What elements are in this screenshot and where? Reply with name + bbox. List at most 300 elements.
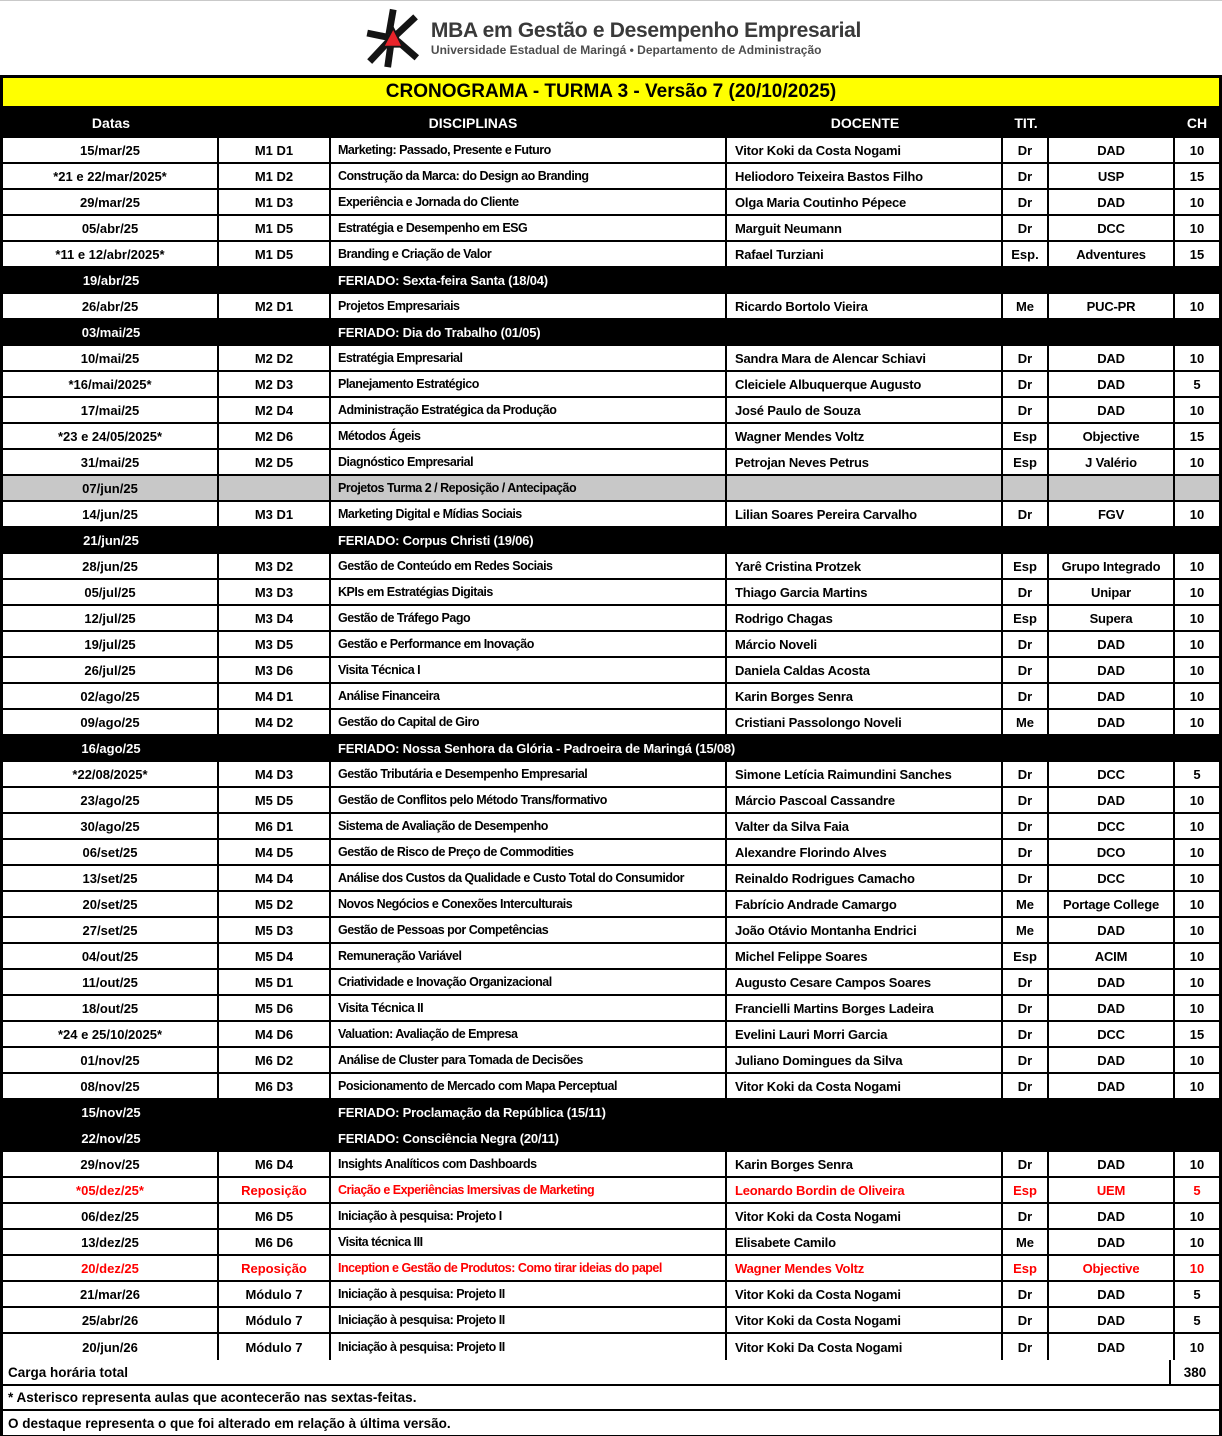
docente-cell (727, 476, 1003, 500)
table-row (3, 580, 1219, 606)
institution-cell: Objective (1049, 1256, 1175, 1280)
ch-cell: 10 (1189, 194, 1205, 210)
holiday-label: FERIADO: Sexta-feira Santa (18/04) (338, 272, 548, 288)
ch-cell: 10 (1189, 948, 1205, 964)
institution-cell: DAD (1049, 1074, 1175, 1098)
date-cell: 11/out/25 (3, 970, 219, 994)
discipline-cell: Iniciação à pesquisa: Projeto II (331, 1334, 727, 1360)
module-cell: M5 D4 (219, 944, 331, 968)
table-row (3, 1152, 1219, 1178)
module-cell (219, 476, 331, 500)
date-cell: 09/ago/25 (3, 710, 219, 734)
discipline-cell: Criação e Experiências Imersivas de Marketing (331, 1178, 727, 1202)
schedule-table (0, 75, 1222, 1436)
date-cell: 08/nov/25 (3, 1074, 219, 1098)
table-row (3, 684, 1219, 710)
table-row (3, 216, 1219, 242)
discipline-cell: Gestão de Pessoas por Competências (331, 918, 727, 942)
table-row (3, 398, 1219, 424)
institution-cell: DAD (1049, 996, 1175, 1020)
date-cell: 29/mar/25 (3, 190, 219, 214)
institution-cell: Supera (1049, 606, 1175, 630)
docente-cell: Vitor Koki da Costa Nogami (727, 1204, 1003, 1228)
module-cell: M1 D3 (219, 190, 331, 214)
docente-cell: Vitor Koki da Costa Nogami (727, 1308, 1003, 1332)
module-cell: M4 D1 (219, 684, 331, 708)
institution-cell: DAD (1049, 684, 1175, 708)
institution-cell: DCC (1049, 814, 1175, 838)
discipline-cell: Gestão de Risco de Preço de Commodities (331, 840, 727, 864)
discipline-cell: Marketing Digital e Mídias Sociais (331, 502, 727, 526)
module-cell: M2 D5 (219, 450, 331, 474)
tit-cell: Dr (1003, 684, 1049, 708)
ch-cell: 10 (1189, 402, 1205, 418)
institution-cell: DAD (1049, 788, 1175, 812)
date-cell: 04/out/25 (3, 944, 219, 968)
note-destaque: O destaque representa o que foi alterado em relação à última versão. (8, 1415, 451, 1431)
docente-cell: Cristiani Passolongo Noveli (727, 710, 1003, 734)
module-cell: M6 D1 (219, 814, 331, 838)
table-row (3, 658, 1219, 684)
date-cell: 15/mar/25 (3, 138, 219, 162)
ch-cell: 10 (1189, 870, 1205, 886)
discipline-cell: Posicionamento de Mercado com Mapa Perceptual (331, 1074, 727, 1098)
discipline-cell: Gestão de Conflitos pelo Método Trans/formativo (331, 788, 727, 812)
date-cell: 10/mai/25 (3, 346, 219, 370)
discipline-cell: Experiência e Jornada do Cliente (331, 190, 727, 214)
discipline-cell: Gestão e Performance em Inovação (331, 632, 727, 656)
date-cell: 13/dez/25 (3, 1230, 219, 1254)
discipline-cell: Inception e Gestão de Produtos: Como tirar ideias do papel (331, 1256, 727, 1280)
discipline-cell: Diagnóstico Empresarial (331, 450, 727, 474)
ch-cell: 15 (1189, 428, 1205, 444)
header-disciplinas: DISCIPLINAS (428, 115, 518, 131)
holiday-row (3, 1100, 1219, 1126)
date-cell: *16/mai/2025* (3, 372, 219, 396)
ch-cell: 10 (1189, 818, 1205, 834)
discipline-cell: Gestão do Capital de Giro (331, 710, 727, 734)
module-cell: M6 D4 (219, 1152, 331, 1176)
date-cell: 28/jun/25 (3, 554, 219, 578)
table-row (3, 1178, 1219, 1204)
docente-cell: Petrojan Neves Petrus (727, 450, 1003, 474)
table-row (3, 1230, 1219, 1256)
ch-cell: 10 (1189, 974, 1205, 990)
table-row (3, 190, 1219, 216)
table-row (3, 1256, 1219, 1282)
institution-cell: DCC (1049, 866, 1175, 890)
date-cell: *23 e 24/05/2025* (3, 424, 219, 448)
docente-cell: Sandra Mara de Alencar Schiavi (727, 346, 1003, 370)
ch-cell: 5 (1193, 376, 1201, 392)
module-cell: M4 D2 (219, 710, 331, 734)
holiday-row (3, 268, 1219, 294)
ch-cell: 10 (1189, 688, 1205, 704)
docente-cell: Daniela Caldas Acosta (727, 658, 1003, 682)
date-cell: 30/ago/25 (3, 814, 219, 838)
tit-cell: Dr (1003, 1204, 1049, 1228)
holiday-row (3, 320, 1219, 346)
discipline-cell: Insights Analíticos com Dashboards (331, 1152, 727, 1176)
docente-cell: Simone Letícia Raimundini Sanches (727, 762, 1003, 786)
discipline-cell: Marketing: Passado, Presente e Futuro (331, 138, 727, 162)
institution-cell: DAD (1049, 346, 1175, 370)
date-cell: 20/dez/25 (3, 1256, 219, 1280)
ch-cell: 10 (1189, 896, 1205, 912)
discipline-cell: Sistema de Avaliação de Desempenho (331, 814, 727, 838)
tit-cell: Dr (1003, 788, 1049, 812)
note-asterisk: * Asterisco representa aulas que acontecerão nas sextas-feitas. (3, 1386, 1219, 1411)
ch-cell: 10 (1189, 662, 1205, 678)
date-cell: *05/dez/25* (3, 1178, 219, 1202)
holiday-label: FERIADO: Dia do Trabalho (01/05) (338, 324, 541, 340)
tit-cell: Dr (1003, 970, 1049, 994)
docente-cell: Fabrício Andrade Camargo (727, 892, 1003, 916)
docente-cell: Vitor Koki da Costa Nogami (727, 138, 1003, 162)
discipline-cell: Estratégia e Desempenho em ESG (331, 216, 727, 240)
docente-cell: Karin Borges Senra (727, 684, 1003, 708)
module-cell: M2 D1 (219, 294, 331, 318)
table-row (3, 242, 1219, 268)
ch-cell: 10 (1189, 558, 1205, 574)
date-cell: *11 e 12/abr/2025* (3, 242, 219, 266)
institution-cell: DAD (1049, 632, 1175, 656)
docente-cell: Vitor Koki da Costa Nogami (727, 1074, 1003, 1098)
table-row (3, 138, 1219, 164)
table-row (3, 1308, 1219, 1334)
discipline-cell: Administração Estratégica da Produção (331, 398, 727, 422)
total-hours-label: Carga horária total (8, 1364, 129, 1380)
discipline-cell: Iniciação à pesquisa: Projeto I (331, 1204, 727, 1228)
docente-cell: Marguit Neumann (727, 216, 1003, 240)
discipline-cell: Visita Técnica I (331, 658, 727, 682)
holiday-label: FERIADO: Nossa Senhora da Glória - Padroeira de Maringá (15/08) (338, 740, 736, 756)
discipline-cell: Remuneração Variável (331, 944, 727, 968)
institution-cell: Grupo Integrado (1049, 554, 1175, 578)
module-cell: M1 D5 (219, 242, 331, 266)
module-cell: Reposição (219, 1178, 331, 1202)
module-cell: M4 D4 (219, 866, 331, 890)
ch-cell: 10 (1189, 922, 1205, 938)
discipline-cell: Branding e Criação de Valor (331, 242, 727, 266)
module-cell: M6 D6 (219, 1230, 331, 1254)
table-row (3, 164, 1219, 190)
module-cell: Módulo 7 (219, 1282, 331, 1306)
tit-cell: Dr (1003, 190, 1049, 214)
table-body (3, 138, 1219, 1360)
ch-cell: 5 (1193, 1182, 1201, 1198)
date-cell: 06/dez/25 (3, 1204, 219, 1228)
tit-cell: Dr (1003, 1308, 1049, 1332)
discipline-cell: Projetos Turma 2 / Reposição / Antecipação (331, 476, 727, 500)
docente-cell: José Paulo de Souza (727, 398, 1003, 422)
ch-cell: 5 (1193, 766, 1201, 782)
table-row (3, 502, 1219, 528)
tit-cell: Dr (1003, 372, 1049, 396)
module-cell: M2 D2 (219, 346, 331, 370)
date-cell: 05/abr/25 (3, 216, 219, 240)
module-cell: Módulo 7 (219, 1334, 331, 1360)
docente-cell: Ricardo Bortolo Vieira (727, 294, 1003, 318)
tit-cell: Dr (1003, 346, 1049, 370)
table-row (3, 554, 1219, 580)
docente-cell: Wagner Mendes Voltz (727, 424, 1003, 448)
tit-cell: Me (1003, 710, 1049, 734)
module-cell: M4 D6 (219, 1022, 331, 1046)
docente-cell: Francielli Martins Borges Ladeira (727, 996, 1003, 1020)
institution-cell: DAD (1049, 138, 1175, 162)
holiday-label: FERIADO: Corpus Christi (19/06) (338, 532, 534, 548)
tit-cell: Me (1003, 1230, 1049, 1254)
ch-cell: 5 (1193, 1286, 1201, 1302)
docente-cell: Elisabete Camilo (727, 1230, 1003, 1254)
docente-cell: Leonardo Bordin de Oliveira (727, 1178, 1003, 1202)
discipline-cell: Visita Técnica II (331, 996, 727, 1020)
table-row (3, 372, 1219, 398)
tit-cell: Dr (1003, 580, 1049, 604)
date-cell: 01/nov/25 (3, 1048, 219, 1072)
ch-cell: 10 (1189, 454, 1205, 470)
docente-cell: Thiago Garcia Martins (727, 580, 1003, 604)
module-cell: M3 D3 (219, 580, 331, 604)
ch-cell: 10 (1189, 792, 1205, 808)
ch-cell: 15 (1189, 168, 1205, 184)
logo-text (431, 19, 861, 56)
special-row (3, 476, 1219, 502)
tit-cell: Esp (1003, 450, 1049, 474)
ch-cell: 10 (1189, 584, 1205, 600)
tit-cell: Dr (1003, 762, 1049, 786)
ch-cell: 10 (1189, 610, 1205, 626)
discipline-cell: Análise dos Custos da Qualidade e Custo Total do Consumidor (331, 866, 727, 890)
table-row (3, 606, 1219, 632)
uem-logo-icon (361, 4, 423, 72)
table-row (3, 710, 1219, 736)
institution-cell: Objective (1049, 424, 1175, 448)
institution-cell: DAD (1049, 1204, 1175, 1228)
institution-cell: DAD (1049, 658, 1175, 682)
module-cell: M5 D1 (219, 970, 331, 994)
date-cell: *22/08/2025* (3, 762, 219, 786)
table-row (3, 294, 1219, 320)
module-cell: M4 D5 (219, 840, 331, 864)
holiday-label: FERIADO: Consciência Negra (20/11) (338, 1130, 559, 1146)
module-cell: M4 D3 (219, 762, 331, 786)
ch-cell: 10 (1189, 1260, 1205, 1276)
institution-cell: DAD (1049, 1308, 1175, 1332)
table-row (3, 450, 1219, 476)
ch-cell: 10 (1189, 1052, 1205, 1068)
date-cell: 21/jun/25 (83, 532, 139, 548)
table-row (3, 814, 1219, 840)
ch-cell: 10 (1189, 636, 1205, 652)
date-cell: 19/abr/25 (82, 272, 140, 288)
ch-cell: 10 (1189, 714, 1205, 730)
ch-cell: 15 (1189, 1026, 1205, 1042)
discipline-cell: Projetos Empresariais (331, 294, 727, 318)
discipline-cell: Métodos Ágeis (331, 424, 727, 448)
total-hours-row (3, 1360, 1219, 1386)
date-cell: 14/jun/25 (3, 502, 219, 526)
module-cell: M3 D4 (219, 606, 331, 630)
discipline-cell: Estratégia Empresarial (331, 346, 727, 370)
tit-cell: Esp (1003, 1178, 1049, 1202)
date-cell: 25/abr/26 (3, 1308, 219, 1332)
discipline-cell: Novos Negócios e Conexões Interculturais (331, 892, 727, 916)
docente-cell: Lilian Soares Pereira Carvalho (727, 502, 1003, 526)
tit-cell: Dr (1003, 398, 1049, 422)
institution-cell: DAD (1049, 1048, 1175, 1072)
tit-cell: Dr (1003, 658, 1049, 682)
tit-cell: Dr (1003, 632, 1049, 656)
date-cell: 21/mar/26 (3, 1282, 219, 1306)
module-cell: M5 D6 (219, 996, 331, 1020)
page-title: CRONOGRAMA - TURMA 3 - Versão 7 (20/10/2025) (385, 81, 837, 102)
institution-cell: DAD (1049, 1152, 1175, 1176)
module-cell: M1 D2 (219, 164, 331, 188)
institution-cell: DCC (1049, 216, 1175, 240)
docente-cell: Augusto Cesare Campos Soares (727, 970, 1003, 994)
tit-cell: Dr (1003, 216, 1049, 240)
discipline-cell: KPIs em Estratégias Digitais (331, 580, 727, 604)
institution-cell (1049, 476, 1175, 500)
institution-cell: PUC-PR (1049, 294, 1175, 318)
discipline-cell: Construção da Marca: do Design ao Branding (331, 164, 727, 188)
institution-cell: FGV (1049, 502, 1175, 526)
module-cell: M2 D3 (219, 372, 331, 396)
date-cell: 06/set/25 (3, 840, 219, 864)
module-cell: M3 D2 (219, 554, 331, 578)
tit-cell: Dr (1003, 866, 1049, 890)
institution-cell: DAD (1049, 1230, 1175, 1254)
tit-cell: Dr (1003, 1282, 1049, 1306)
ch-cell: 10 (1189, 298, 1205, 314)
ch-cell: 10 (1189, 220, 1205, 236)
institution-cell: USP (1049, 164, 1175, 188)
docente-cell: João Otávio Montanha Endrici (727, 918, 1003, 942)
program-title: MBA em Gestão e Desempenho Empresarial (430, 19, 862, 43)
docente-cell: Vitor Koki da Costa Nogami (727, 1282, 1003, 1306)
table-row (3, 1334, 1219, 1360)
table-row (3, 632, 1219, 658)
header-docente: DOCENTE (830, 115, 900, 131)
docente-cell: Wagner Mendes Voltz (727, 1256, 1003, 1280)
tit-cell: Dr (1003, 1074, 1049, 1098)
tit-cell: Esp. (1003, 242, 1049, 266)
module-cell: M5 D5 (219, 788, 331, 812)
tit-cell: Esp (1003, 944, 1049, 968)
institution-cell: Unipar (1049, 580, 1175, 604)
discipline-cell: Gestão Tributária e Desempenho Empresarial (331, 762, 727, 786)
docente-cell: Heliodoro Teixeira Bastos Filho (727, 164, 1003, 188)
discipline-cell: Valuation: Avaliação de Empresa (331, 1022, 727, 1046)
docente-cell: Alexandre Florindo Alves (727, 840, 1003, 864)
date-cell: 12/jul/25 (3, 606, 219, 630)
ch-cell: 10 (1189, 506, 1205, 522)
docente-cell: Juliano Domingues da Silva (727, 1048, 1003, 1072)
tit-cell: Me (1003, 918, 1049, 942)
institution-cell: DCC (1049, 1022, 1175, 1046)
header-datas: Datas (91, 115, 131, 131)
table-row (3, 1204, 1219, 1230)
holiday-label: FERIADO: Proclamação da República (15/11) (338, 1104, 606, 1120)
tit-cell: Dr (1003, 840, 1049, 864)
holiday-row (3, 1126, 1219, 1152)
docente-cell: Márcio Noveli (727, 632, 1003, 656)
tit-cell: Esp (1003, 424, 1049, 448)
date-cell: 07/jun/25 (3, 476, 219, 500)
tit-cell: Esp (1003, 1256, 1049, 1280)
table-row (3, 424, 1219, 450)
table-row (3, 892, 1219, 918)
tit-cell (1003, 476, 1049, 500)
docente-cell: Michel Felippe Soares (727, 944, 1003, 968)
date-cell: 05/jul/25 (3, 580, 219, 604)
module-cell: M6 D3 (219, 1074, 331, 1098)
date-cell: 26/jul/25 (3, 658, 219, 682)
discipline-cell: Gestão de Conteúdo em Redes Sociais (331, 554, 727, 578)
module-cell: Reposição (219, 1256, 331, 1280)
total-hours-value: 380 (1169, 1360, 1219, 1384)
tit-cell: Dr (1003, 996, 1049, 1020)
date-cell: 20/jun/26 (3, 1334, 219, 1360)
ch-cell: 10 (1189, 1234, 1205, 1250)
table-row (3, 1048, 1219, 1074)
ch-cell: 10 (1189, 350, 1205, 366)
institution-cell: DAD (1049, 710, 1175, 734)
module-cell: M5 D3 (219, 918, 331, 942)
institution-cell: DCC (1049, 762, 1175, 786)
discipline-cell: Gestão de Tráfego Pago (331, 606, 727, 630)
date-cell: *24 e 25/10/2025* (3, 1022, 219, 1046)
date-cell: 15/nov/25 (81, 1104, 141, 1120)
date-cell: 02/ago/25 (3, 684, 219, 708)
institution-subtitle: Universidade Estadual de Maringá • Departamento de Administração (430, 42, 822, 57)
institution-cell: DAD (1049, 1334, 1175, 1360)
discipline-cell: Análise Financeira (331, 684, 727, 708)
module-cell: M3 D1 (219, 502, 331, 526)
module-cell: M1 D5 (219, 216, 331, 240)
module-cell: M2 D4 (219, 398, 331, 422)
institution-cell: DAD (1049, 398, 1175, 422)
module-cell: M3 D6 (219, 658, 331, 682)
date-cell: 03/mai/25 (81, 324, 141, 340)
ch-cell: 10 (1189, 1156, 1205, 1172)
institution-cell: DAD (1049, 372, 1175, 396)
tit-cell: Dr (1003, 1048, 1049, 1072)
docente-cell: Karin Borges Senra (727, 1152, 1003, 1176)
tit-cell: Esp (1003, 554, 1049, 578)
date-cell: 17/mai/25 (3, 398, 219, 422)
discipline-cell: Planejamento Estratégico (331, 372, 727, 396)
table-header-row (3, 108, 1219, 138)
table-row (3, 866, 1219, 892)
institution-cell: DAD (1049, 1282, 1175, 1306)
module-cell: M6 D5 (219, 1204, 331, 1228)
ch-cell: 10 (1189, 1339, 1205, 1355)
docente-cell: Olga Maria Coutinho Pépece (727, 190, 1003, 214)
docente-cell: Cleiciele Albuquerque Augusto (727, 372, 1003, 396)
table-row (3, 996, 1219, 1022)
tit-cell: Dr (1003, 1022, 1049, 1046)
ch-cell: 10 (1189, 1208, 1205, 1224)
tit-cell: Dr (1003, 814, 1049, 838)
date-cell: 29/nov/25 (3, 1152, 219, 1176)
table-row (3, 918, 1219, 944)
table-row (3, 762, 1219, 788)
date-cell: 23/ago/25 (3, 788, 219, 812)
discipline-cell: Iniciação à pesquisa: Projeto II (331, 1282, 727, 1306)
